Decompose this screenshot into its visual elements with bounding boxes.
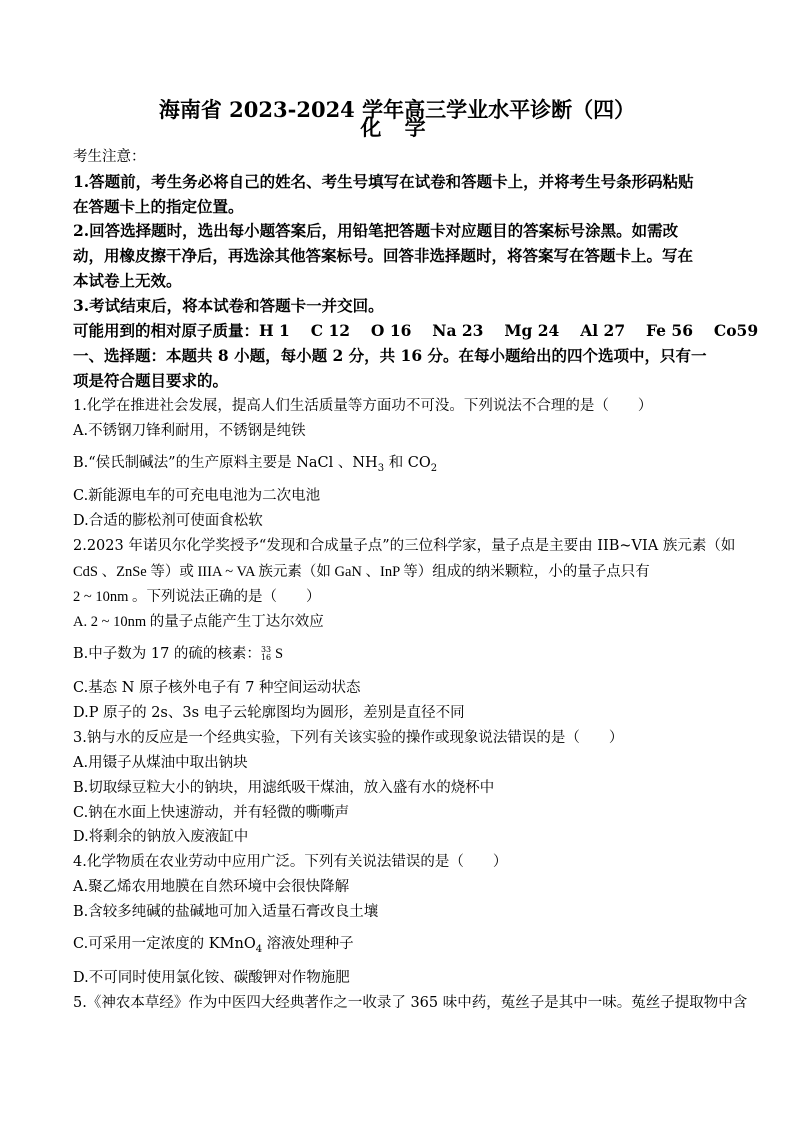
q1-option-b-sub-1: 3 <box>377 462 385 474</box>
notice-heading: 考生注意： <box>73 149 146 165</box>
q2-option-d: D.P 原子的 2s、3s 电子云轮廓图均为圆形，差别是直径不同 <box>73 705 465 721</box>
exam-title: 海南省 2023-2024 学年高三学业水平诊断（四） <box>158 97 636 122</box>
q1-option-b-text: B.“侯氏制碱法”的生产原料主要是 NaCl 、NH <box>73 455 378 471</box>
q3-option-a: A.用镊子从煤油中取出钠块 <box>73 755 248 771</box>
notice-item-2-line-1: 2.回答选择题时，选出每小题答案后，用铅笔把答题卡对应题目的答案标号涂黑。如需改 <box>73 221 679 240</box>
q3-option-b: B.切取绿豆粒大小的钠块，用滤纸吸干煤油，放入盛有水的烧杯中 <box>73 780 495 796</box>
atomic-masses: 可能用到的相对原子质量：H 1 C 12 O 16 Na 23 Mg 24 Al 27 Fe 56 Co59 <box>73 321 759 340</box>
q3-option-c: C.钠在水面上快速游动，并有轻微的嘶嘶声 <box>73 805 350 821</box>
isotope-mass-number: 33 <box>260 645 272 654</box>
q4-option-c-text: C.可采用一定浓度的 KMnO <box>73 936 256 952</box>
q2-option-b-text: B.中子数为 17 的硫的核素： <box>73 646 261 662</box>
notice-item-1-line-2: 在答题卡上的指定位置。 <box>73 197 244 216</box>
notice-item-3: 3.考试结束后，将本试卷和答题卡一并交回。 <box>73 296 384 315</box>
q5-stem-line-1: 5.《神农本草经》作为中医四大经典著作之一收录了 365 味中药，菟丝子是其中一味。菟丝子提取物中含 <box>73 995 748 1011</box>
isotope-atomic-number: 16 <box>260 653 272 662</box>
q1-option-b-sub-2: 2 <box>430 462 438 474</box>
q4-option-a: A.聚乙烯农用地膜在自然环境中会很快降解 <box>73 879 350 895</box>
q3-stem: 3.钠与水的反应是一个经典实验，下列有关该实验的操作或现象说法错误的是（ ） <box>73 730 624 746</box>
q2-stem-line-1: 2.2023 年诺贝尔化学奖授予“发现和合成量子点”的三位科学家，量子点是主要由 IIB~VIA 族元素（如 <box>73 538 736 554</box>
q2-stem-line-3: 2 ~ 10nm 。下列说法正确的是（ ） <box>73 589 321 605</box>
isotope-symbol: S <box>274 646 284 662</box>
q1-option-c: C.新能源电车的可充电电池为二次电池 <box>73 488 321 504</box>
q3-option-d: D.将剩余的钠放入废液缸中 <box>73 829 249 845</box>
notice-item-2-line-2: 动，用橡皮擦干净后，再选涂其他答案标号。回答非选择题时，将答案写在答题卡上。写在 <box>73 246 694 265</box>
section-heading-line-1: 一、选择题：本题共 8 小题，每小题 2 分，共 16 分。在每小题给出的四个选项中，只有一 <box>73 346 707 365</box>
q4-option-c-sub: 4 <box>255 943 263 955</box>
section-heading-line-2: 项是符合题目要求的。 <box>73 371 229 390</box>
q4-option-b: B.含较多纯碱的盐碱地可加入适量石膏改良土壤 <box>73 904 379 920</box>
q2-option-b <box>73 644 283 664</box>
q4-option-c <box>73 934 354 960</box>
q4-stem: 4.化学物质在农业劳动中应用广泛。下列有关说法错误的是（ ） <box>73 854 508 870</box>
notice-item-2-line-3: 本试卷上无效。 <box>73 271 182 290</box>
q4-option-c-post: 溶液处理种子 <box>262 936 354 952</box>
q2-stem-line-2: CdS 、ZnSe 等）或 IIIA ~ VA 族元素（如 GaN 、InP 等）组成的纳米颗粒，小的量子点只有 <box>73 564 650 580</box>
q2-option-a: A. 2 ~ 10nm 的量子点能产生丁达尔效应 <box>73 614 324 630</box>
q1-stem: 1.化学在推进社会发展，提高人们生活质量等方面功不可没。下列说法不合理的是（ ） <box>73 398 653 414</box>
q2-option-c: C.基态 N 原子核外电子有 7 种空间运动状态 <box>73 680 361 696</box>
q1-option-d: D.合适的膨松剂可使面食松软 <box>73 513 263 529</box>
notice-item-1-line-1: 1.答题前，考生务必将自己的姓名、考生号填写在试卷和答题卡上，并将考生号条形码粘贴 <box>73 172 694 191</box>
q1-option-b-mid: 和 CO <box>384 455 431 471</box>
sulfur-isotope-notation <box>261 647 275 661</box>
q4-option-d: D.不可同时使用氯化铵、碳酸钾对作物施肥 <box>73 970 350 986</box>
subject-title: 化 学 <box>360 115 434 140</box>
q1-option-a: A.不锈钢刀锋利耐用，不锈钢是纯铁 <box>73 423 306 439</box>
q1-option-b <box>73 453 437 479</box>
